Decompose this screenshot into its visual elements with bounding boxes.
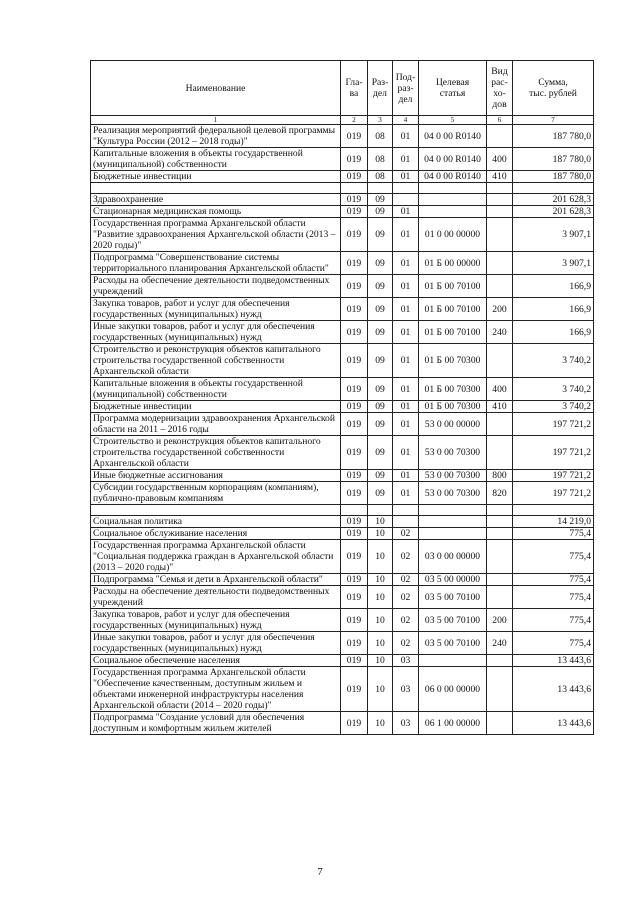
cell-target-article: 53 0 00 70300	[419, 482, 487, 505]
cell-target-article: 01 Б 00 70300	[419, 378, 487, 401]
cell-name: Капитальные вложения в объекты государственной (муниципальной) собственности	[91, 378, 341, 401]
cell-razdel: 09	[368, 378, 393, 401]
cell-podrazdel: 02	[393, 586, 419, 609]
cell-expense-type	[487, 516, 513, 528]
column-number: 3	[368, 116, 393, 125]
cell-expense-type: 800	[487, 470, 513, 482]
cell-expense-type	[487, 252, 513, 275]
cell-razdel	[368, 183, 393, 194]
cell-razdel: 09	[368, 206, 393, 218]
cell-target-article: 01 Б 00 70300	[419, 344, 487, 378]
column-number: 5	[419, 116, 487, 125]
table-row	[91, 206, 594, 218]
cell-podrazdel: 01	[393, 298, 419, 321]
cell-target-article: 01 0 00 00000	[419, 218, 487, 252]
table-row	[91, 712, 594, 735]
cell-glava: 019	[341, 712, 368, 735]
cell-target-article	[419, 528, 487, 540]
table-row	[91, 413, 594, 436]
cell-expense-type: 410	[487, 171, 513, 183]
table-spacer-row	[91, 183, 594, 194]
cell-sum: 166,9	[513, 298, 594, 321]
cell-target-article: 04 0 00 R0140	[419, 171, 487, 183]
cell-name: Бюджетные инвестиции	[91, 401, 341, 413]
cell-razdel: 09	[368, 252, 393, 275]
cell-name: Социальная политика	[91, 516, 341, 528]
cell-glava: 019	[341, 482, 368, 505]
cell-podrazdel: 01	[393, 344, 419, 378]
cell-sum: 201 628,3	[513, 194, 594, 206]
table-header-row	[91, 61, 594, 116]
table-row	[91, 528, 594, 540]
cell-podrazdel: 01	[393, 470, 419, 482]
cell-sum: 13 443,6	[513, 712, 594, 735]
table-row	[91, 194, 594, 206]
cell-name: Закупка товаров, работ и услуг для обеспечения государственных (муниципальных) нужд	[91, 609, 341, 632]
cell-name: Стационарная медицинская помощь	[91, 206, 341, 218]
table-row	[91, 632, 594, 655]
cell-expense-type	[487, 574, 513, 586]
column-number-row	[91, 116, 594, 125]
cell-sum: 13 443,6	[513, 655, 594, 667]
cell-name: Подпрограмма "Создание условий для обеспечения доступным и комфортным жильем жителей	[91, 712, 341, 735]
table-row	[91, 298, 594, 321]
cell-expense-type: 200	[487, 609, 513, 632]
cell-podrazdel: 02	[393, 574, 419, 586]
column-number: 1	[91, 116, 341, 125]
table-row	[91, 171, 594, 183]
cell-glava: 019	[341, 148, 368, 171]
cell-expense-type	[487, 667, 513, 712]
cell-name: Расходы на обеспечение деятельности подведомственных учреждений	[91, 586, 341, 609]
cell-razdel: 10	[368, 574, 393, 586]
cell-expense-type	[487, 586, 513, 609]
cell-podrazdel: 01	[393, 252, 419, 275]
cell-sum: 14 219,0	[513, 516, 594, 528]
cell-target-article: 06 0 00 00000	[419, 667, 487, 712]
cell-razdel: 08	[368, 125, 393, 148]
cell-target-article	[419, 516, 487, 528]
cell-name: Капитальные вложения в объекты государственной (муниципальной) собственности	[91, 148, 341, 171]
cell-glava: 019	[341, 252, 368, 275]
cell-expense-type	[487, 413, 513, 436]
cell-sum: 775,4	[513, 632, 594, 655]
cell-glava: 019	[341, 413, 368, 436]
table-row	[91, 516, 594, 528]
cell-glava: 019	[341, 516, 368, 528]
cell-razdel: 09	[368, 436, 393, 470]
cell-sum: 775,4	[513, 528, 594, 540]
cell-target-article: 53 0 00 00000	[419, 413, 487, 436]
cell-name: Реализация мероприятий федеральной целевой программы "Культура России (2012 – 2018 годы)"	[91, 125, 341, 148]
cell-podrazdel: 01	[393, 275, 419, 298]
cell-podrazdel	[393, 194, 419, 206]
cell-name	[91, 183, 341, 194]
cell-podrazdel: 03	[393, 655, 419, 667]
cell-name: Государственная программа Архангельской области "Обеспечение качественным, доступным жильем и объектами инженерной инфраструктуры населения Архангельской области (2014 – 2020 годы)"	[91, 667, 341, 712]
cell-name: Иные бюджетные ассигнования	[91, 470, 341, 482]
cell-razdel: 10	[368, 667, 393, 712]
cell-expense-type	[487, 206, 513, 218]
cell-razdel: 08	[368, 148, 393, 171]
cell-sum: 187 780,0	[513, 148, 594, 171]
column-number: 7	[513, 116, 594, 125]
cell-expense-type: 400	[487, 378, 513, 401]
cell-podrazdel: 01	[393, 171, 419, 183]
cell-sum: 775,4	[513, 586, 594, 609]
cell-razdel: 10	[368, 712, 393, 735]
cell-razdel: 09	[368, 401, 393, 413]
table-row	[91, 574, 594, 586]
cell-podrazdel: 01	[393, 482, 419, 505]
header-razdel: Раз- дел	[368, 61, 393, 116]
cell-podrazdel: 01	[393, 436, 419, 470]
cell-sum: 775,4	[513, 574, 594, 586]
cell-name: Иные закупки товаров, работ и услуг для обеспечения государственных (муниципальных) нужд	[91, 321, 341, 344]
cell-glava: 019	[341, 218, 368, 252]
table-row	[91, 655, 594, 667]
cell-name: Социальное обслуживание населения	[91, 528, 341, 540]
cell-expense-type	[487, 505, 513, 516]
cell-razdel: 10	[368, 540, 393, 574]
cell-name: Расходы на обеспечение деятельности подведомственных учреждений	[91, 275, 341, 298]
cell-name: Субсидии государственным корпорациям (компаниям), публично-правовым компаниям	[91, 482, 341, 505]
table-row	[91, 436, 594, 470]
cell-sum: 197 721,2	[513, 470, 594, 482]
cell-razdel: 09	[368, 470, 393, 482]
cell-target-article	[419, 194, 487, 206]
cell-glava: 019	[341, 574, 368, 586]
cell-razdel: 09	[368, 413, 393, 436]
cell-glava: 019	[341, 667, 368, 712]
cell-target-article: 03 5 00 70100	[419, 586, 487, 609]
header-target-article: Целевая статья	[419, 61, 487, 116]
table-row	[91, 125, 594, 148]
cell-target-article: 04 0 00 R0140	[419, 148, 487, 171]
cell-sum	[513, 505, 594, 516]
cell-podrazdel: 03	[393, 712, 419, 735]
header-podrazdel: Под- раз- дел	[393, 61, 419, 116]
table-row	[91, 470, 594, 482]
cell-razdel	[368, 505, 393, 516]
cell-sum: 775,4	[513, 609, 594, 632]
cell-target-article	[419, 505, 487, 516]
cell-glava: 019	[341, 344, 368, 378]
cell-sum: 197 721,2	[513, 413, 594, 436]
cell-glava: 019	[341, 321, 368, 344]
cell-razdel: 09	[368, 194, 393, 206]
cell-name: Здравоохранение	[91, 194, 341, 206]
cell-podrazdel	[393, 183, 419, 194]
cell-expense-type	[487, 436, 513, 470]
cell-podrazdel: 02	[393, 540, 419, 574]
cell-target-article: 03 0 00 00000	[419, 540, 487, 574]
cell-razdel: 09	[368, 344, 393, 378]
table-row	[91, 586, 594, 609]
cell-glava: 019	[341, 401, 368, 413]
cell-glava: 019	[341, 125, 368, 148]
cell-target-article	[419, 206, 487, 218]
cell-sum: 197 721,2	[513, 482, 594, 505]
table-row	[91, 148, 594, 171]
cell-target-article: 06 1 00 00000	[419, 712, 487, 735]
cell-sum: 187 780,0	[513, 125, 594, 148]
cell-target-article	[419, 183, 487, 194]
cell-expense-type	[487, 344, 513, 378]
table-row	[91, 540, 594, 574]
cell-podrazdel: 01	[393, 206, 419, 218]
cell-expense-type	[487, 125, 513, 148]
cell-target-article: 01 Б 00 70100	[419, 298, 487, 321]
cell-name: Строительство и реконструкция объектов капитального строительства государственной собственности Архангельской области	[91, 436, 341, 470]
cell-target-article: 01 Б 00 00000	[419, 252, 487, 275]
cell-razdel: 09	[368, 482, 393, 505]
cell-podrazdel: 02	[393, 609, 419, 632]
cell-razdel: 09	[368, 321, 393, 344]
table-row	[91, 218, 594, 252]
cell-expense-type	[487, 655, 513, 667]
cell-sum: 3 740,2	[513, 378, 594, 401]
column-number: 2	[341, 116, 368, 125]
cell-target-article	[419, 655, 487, 667]
cell-sum: 3 907,1	[513, 252, 594, 275]
cell-expense-type	[487, 275, 513, 298]
cell-glava: 019	[341, 194, 368, 206]
cell-glava: 019	[341, 171, 368, 183]
cell-target-article: 01 Б 00 70100	[419, 275, 487, 298]
cell-razdel: 10	[368, 586, 393, 609]
header-glava: Гла- ва	[341, 61, 368, 116]
cell-razdel: 10	[368, 632, 393, 655]
cell-target-article: 01 Б 00 70300	[419, 401, 487, 413]
cell-razdel: 10	[368, 655, 393, 667]
column-number: 4	[393, 116, 419, 125]
table-row	[91, 401, 594, 413]
cell-expense-type: 410	[487, 401, 513, 413]
page-number: 7	[317, 866, 323, 878]
cell-razdel: 09	[368, 298, 393, 321]
cell-podrazdel	[393, 516, 419, 528]
cell-name: Бюджетные инвестиции	[91, 171, 341, 183]
table-row	[91, 667, 594, 712]
cell-podrazdel: 01	[393, 148, 419, 171]
cell-target-article: 53 0 00 70300	[419, 470, 487, 482]
cell-razdel: 09	[368, 275, 393, 298]
cell-glava: 019	[341, 655, 368, 667]
cell-podrazdel: 03	[393, 667, 419, 712]
cell-name: Закупка товаров, работ и услуг для обеспечения государственных (муниципальных) нужд	[91, 298, 341, 321]
cell-expense-type: 400	[487, 148, 513, 171]
cell-glava: 019	[341, 528, 368, 540]
cell-glava: 019	[341, 609, 368, 632]
cell-sum: 775,4	[513, 540, 594, 574]
cell-expense-type: 240	[487, 321, 513, 344]
cell-expense-type	[487, 183, 513, 194]
table-row	[91, 252, 594, 275]
cell-name: Подпрограмма "Семья и дети в Архангельской области"	[91, 574, 341, 586]
cell-glava: 019	[341, 540, 368, 574]
cell-podrazdel: 01	[393, 125, 419, 148]
cell-glava: 019	[341, 275, 368, 298]
table-row	[91, 344, 594, 378]
cell-glava: 019	[341, 436, 368, 470]
cell-sum: 3 740,2	[513, 344, 594, 378]
table-body	[91, 125, 594, 735]
cell-glava: 019	[341, 206, 368, 218]
cell-glava: 019	[341, 298, 368, 321]
cell-glava	[341, 183, 368, 194]
cell-glava: 019	[341, 378, 368, 401]
cell-name	[91, 505, 341, 516]
cell-sum: 13 443,6	[513, 667, 594, 712]
table-row	[91, 609, 594, 632]
cell-razdel: 08	[368, 171, 393, 183]
cell-sum: 187 780,0	[513, 171, 594, 183]
cell-target-article: 03 5 00 70100	[419, 632, 487, 655]
header-name: Наименование	[91, 61, 341, 116]
cell-podrazdel: 01	[393, 378, 419, 401]
cell-glava: 019	[341, 470, 368, 482]
cell-sum: 166,9	[513, 321, 594, 344]
cell-podrazdel: 01	[393, 401, 419, 413]
cell-podrazdel	[393, 505, 419, 516]
cell-expense-type	[487, 218, 513, 252]
cell-podrazdel: 02	[393, 528, 419, 540]
column-number: 6	[487, 116, 513, 125]
table-spacer-row	[91, 505, 594, 516]
table-row	[91, 275, 594, 298]
cell-name: Программа модернизации здравоохранения Архангельской области на 2011 – 2016 годы	[91, 413, 341, 436]
cell-sum: 201 628,3	[513, 206, 594, 218]
cell-sum	[513, 183, 594, 194]
cell-target-article: 03 5 00 00000	[419, 574, 487, 586]
cell-target-article: 53 0 00 70300	[419, 436, 487, 470]
cell-glava: 019	[341, 586, 368, 609]
cell-expense-type	[487, 540, 513, 574]
cell-expense-type: 200	[487, 298, 513, 321]
budget-table	[90, 60, 594, 735]
table-row	[91, 482, 594, 505]
cell-name: Государственная программа Архангельской области "Социальная поддержка граждан в Архангельской области (2013 – 2020 годы)"	[91, 540, 341, 574]
cell-podrazdel: 01	[393, 218, 419, 252]
cell-expense-type	[487, 528, 513, 540]
cell-expense-type: 820	[487, 482, 513, 505]
cell-sum: 166,9	[513, 275, 594, 298]
cell-glava: 019	[341, 632, 368, 655]
cell-razdel: 10	[368, 516, 393, 528]
cell-sum: 3 740,2	[513, 401, 594, 413]
cell-target-article: 04 0 00 R0140	[419, 125, 487, 148]
cell-target-article: 03 5 00 70100	[419, 609, 487, 632]
cell-expense-type	[487, 194, 513, 206]
cell-sum: 3 907,1	[513, 218, 594, 252]
cell-name: Подпрограмма "Совершенствование системы территориального планирования Архангельской области"	[91, 252, 341, 275]
cell-podrazdel: 01	[393, 321, 419, 344]
table-row	[91, 321, 594, 344]
cell-name: Иные закупки товаров, работ и услуг для обеспечения государственных (муниципальных) нужд	[91, 632, 341, 655]
cell-target-article: 01 Б 00 70100	[419, 321, 487, 344]
cell-expense-type	[487, 712, 513, 735]
header-sum: Сумма, тыс. рублей	[513, 61, 594, 116]
header-expense-type: Вид рас- хо- дов	[487, 61, 513, 116]
cell-razdel: 10	[368, 528, 393, 540]
cell-sum: 197 721,2	[513, 436, 594, 470]
cell-name: Строительство и реконструкция объектов капитального строительства государственной собственности Архангельской области	[91, 344, 341, 378]
cell-podrazdel: 02	[393, 632, 419, 655]
cell-name: Государственная программа Архангельской области "Развитие здравоохранения Архангельской области (2013 – 2020 годы)"	[91, 218, 341, 252]
cell-name: Социальное обеспечение населения	[91, 655, 341, 667]
table-row	[91, 378, 594, 401]
cell-podrazdel: 01	[393, 413, 419, 436]
cell-razdel: 10	[368, 609, 393, 632]
cell-razdel: 09	[368, 218, 393, 252]
cell-glava	[341, 505, 368, 516]
cell-expense-type: 240	[487, 632, 513, 655]
